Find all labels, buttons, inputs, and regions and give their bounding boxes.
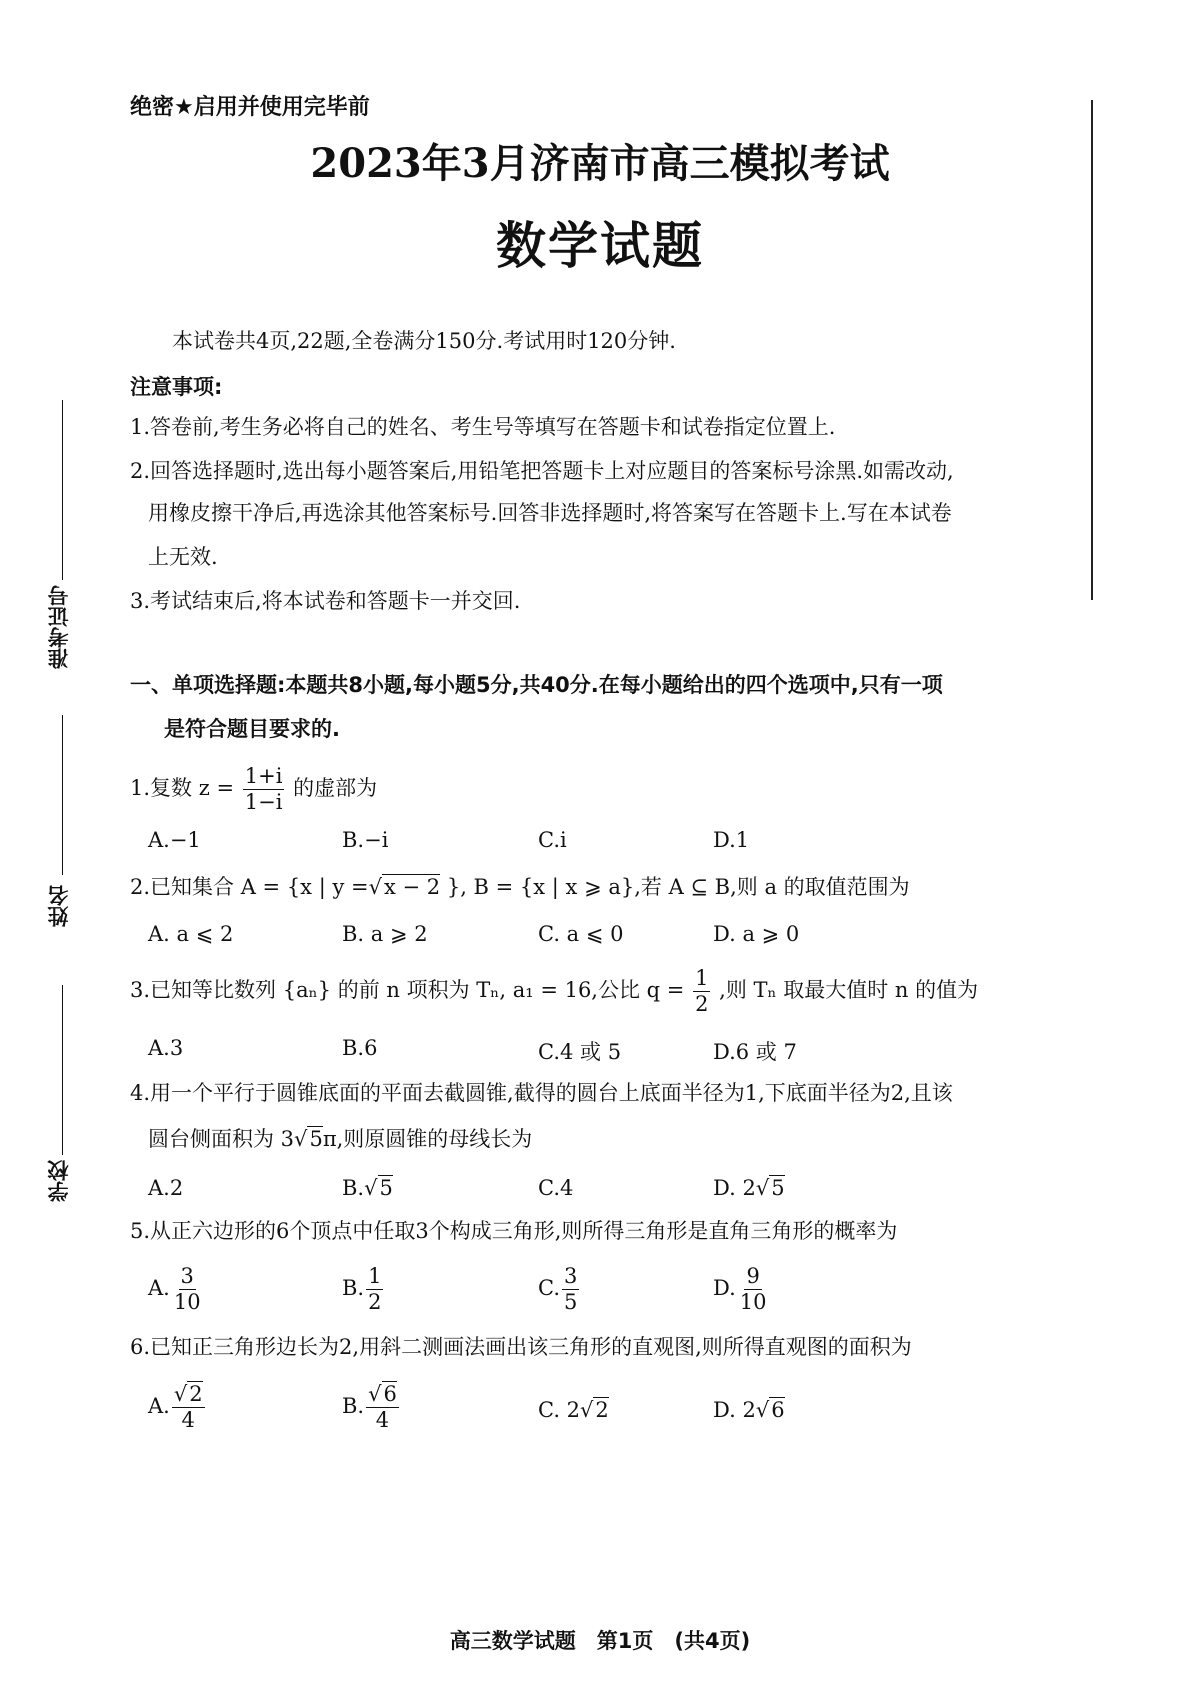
q6-option-a-den: 4 — [181, 1408, 195, 1432]
q5-option-c-label: C. — [538, 1276, 560, 1300]
q4-option-b: B.√5 — [342, 1176, 393, 1200]
q6-option-a-num: √2 — [173, 1382, 203, 1406]
q1-suffix: 的虚部为 — [293, 776, 378, 800]
q5-option-c-fraction — [562, 1266, 579, 1313]
q5-option-d-num: 9 — [746, 1264, 760, 1288]
q1-option-a: A.−1 — [148, 828, 201, 852]
q6-option-d-label: D. 2 — [713, 1398, 756, 1422]
school-label: 学校 — [47, 1160, 71, 1202]
q1-fraction — [243, 766, 285, 813]
question-5: 5.从正六边形的6个顶点中任取3个构成三角形,则所得三角形是直角三角形的概率为 — [130, 1219, 898, 1243]
q5-option-d — [713, 1266, 771, 1313]
q6-option-b-den: 4 — [375, 1408, 390, 1432]
question-4-cont: 圆台侧面积为 3√5π,则原圆锥的母线长为 — [148, 1127, 533, 1151]
q6-option-b — [342, 1384, 401, 1431]
notice-item: 3.考试结束后,将本试卷和答题卡一并交回. — [130, 589, 521, 613]
q5-option-a-label: A. — [148, 1276, 170, 1300]
confidential-mark: 绝密★启用并使用完毕前 — [130, 95, 370, 120]
q3-option-d: D.6 或 7 — [713, 1040, 797, 1064]
q4-line2-radical: 5 — [309, 1127, 323, 1151]
name-line — [62, 715, 63, 875]
q4-option-d-radical: 5 — [771, 1176, 785, 1200]
q3-option-a: A.3 — [148, 1036, 184, 1060]
name-label: 姓名 — [47, 885, 71, 927]
q6-option-b-radical: 6 — [383, 1382, 397, 1406]
q4-option-c — [538, 1176, 573, 1200]
q1-prefix: 1.复数 z = — [130, 776, 235, 800]
q2-prefix: 2.已知集合 A = {x | y = — [130, 875, 369, 899]
q5-option-c-den: 5 — [564, 1290, 578, 1314]
q5-option-b-den: 2 — [368, 1290, 382, 1314]
notice-item: 1.答卷前,考生务必将自己的姓名、考生号等填写在答题卡和试卷指定位置上. — [130, 415, 836, 439]
q5-option-a-den: 10 — [173, 1290, 201, 1314]
q1-option-c: C.i — [538, 828, 567, 852]
question-1 — [130, 766, 377, 813]
q6-option-a-fraction — [172, 1384, 205, 1431]
q3-fraction — [693, 968, 710, 1015]
q6-option-a — [148, 1384, 207, 1431]
q5-option-a-num: 3 — [180, 1264, 194, 1288]
q4-line2-prefix: 圆台侧面积为 3 — [148, 1127, 295, 1151]
q6-option-a-label: A. — [148, 1394, 170, 1418]
q5-option-c-num: 3 — [564, 1264, 578, 1288]
section-heading: 一、单项选择题:本题共8小题,每小题5分,共40分.在每小题给出的四个选项中,只有一项 — [130, 673, 943, 697]
q6-option-c-label: C. 2 — [538, 1398, 581, 1422]
q2-radical: x − 2 — [383, 875, 441, 899]
q2-option-d: D. a ⩾ 0 — [713, 922, 800, 946]
question-2: 2.已知集合 A = {x | y =√x − 2 }, B = {x | x ⩾ a},若 A ⊆ B,则 a 的取值范围为 — [130, 875, 910, 899]
q2-option-a: A. a ⩽ 2 — [148, 922, 234, 946]
section-heading-cont: 是符合题目要求的. — [164, 717, 340, 741]
exam-id-line — [62, 400, 63, 580]
page-edge-line — [1091, 100, 1093, 600]
exam-title: 2023年3月济南市高三模拟考试 — [310, 140, 890, 187]
q6-option-c: C. 2√2 — [538, 1398, 609, 1422]
question-4: 4.用一个平行于圆锥底面的平面去截圆锥,截得的圆台上底面半径为1,下底面半径为2,且该 — [130, 1081, 953, 1105]
q5-option-d-den: 10 — [739, 1290, 767, 1314]
q3-denominator: 2 — [695, 992, 709, 1016]
q4-option-a-label: A.2 — [148, 1176, 184, 1200]
q6-option-c-radical: 2 — [595, 1398, 609, 1422]
q1-option-b: B.−i — [342, 828, 389, 852]
intro-text: 本试卷共4页,22题,全卷满分150分.考试用时120分钟. — [172, 329, 676, 353]
page-footer: 高三数学试题 第1页 (共4页) — [449, 1629, 751, 1653]
q4-option-d-label: D. 2 — [713, 1176, 756, 1200]
q3-option-b: B.6 — [342, 1036, 378, 1060]
q4-line2-suffix: π,则原圆锥的母线长为 — [322, 1127, 533, 1151]
q6-option-b-label: B. — [342, 1394, 365, 1418]
q3-numerator: 1 — [695, 966, 709, 990]
q3-prefix: 3.已知等比数列 {aₙ} 的前 n 项积为 Tₙ, a₁ = 16,公比 q = — [130, 978, 685, 1002]
notice-heading: 注意事项: — [130, 375, 223, 399]
q3-suffix: ,则 Tₙ 取最大值时 n 的值为 — [719, 978, 979, 1002]
q6-option-d: D. 2√6 — [713, 1398, 785, 1422]
q6-option-b-fraction — [366, 1384, 399, 1431]
q5-option-d-label: D. — [713, 1276, 736, 1300]
q2-suffix: }, B = {x | x ⩾ a},若 A ⊆ B,则 a 的取值范围为 — [446, 875, 910, 899]
q5-option-a — [148, 1266, 205, 1313]
q5-option-d-fraction — [738, 1266, 769, 1313]
school-line — [62, 985, 63, 1155]
q6-option-d-radical: 6 — [771, 1398, 785, 1422]
q5-option-b-label: B. — [342, 1276, 365, 1300]
q4-option-b-radical: 5 — [379, 1176, 393, 1200]
q4-option-d: D. 2√5 — [713, 1176, 785, 1200]
q5-option-b-num: 1 — [368, 1264, 382, 1288]
q4-option-c-label: C.4 — [538, 1176, 574, 1200]
exam-id-label: 准考证号 — [47, 585, 71, 669]
notice-item: 2.回答选择题时,选出每小题答案后,用铅笔把答题卡上对应题目的答案标号涂黑.如需改动, — [130, 459, 954, 483]
q4-option-a — [148, 1176, 183, 1200]
q2-option-b: B. a ⩾ 2 — [342, 922, 428, 946]
question-3 — [130, 968, 978, 1015]
subject-title: 数学试题 — [496, 216, 704, 275]
q5-option-c — [538, 1266, 581, 1313]
q2-option-c: C. a ⩽ 0 — [538, 922, 624, 946]
q5-option-b — [342, 1266, 385, 1313]
q4-option-b-label: B. — [342, 1176, 365, 1200]
q6-option-b-num: √6 — [368, 1382, 397, 1406]
notice-item: 上无效. — [148, 545, 218, 569]
q6-option-a-radical: 2 — [189, 1382, 203, 1406]
q1-denominator: 1−i — [244, 790, 283, 814]
notice-item: 用橡皮擦干净后,再选涂其他答案标号.回答非选择题时,将答案写在答题卡上.写在本试卷 — [148, 501, 952, 525]
q1-numerator: 1+i — [244, 764, 283, 788]
q5-option-b-fraction — [366, 1266, 383, 1313]
question-6: 6.已知正三角形边长为2,用斜二测画法画出该三角形的直观图,则所得直观图的面积为 — [130, 1335, 912, 1359]
q3-option-c: C.4 或 5 — [538, 1040, 622, 1064]
q5-option-a-fraction — [172, 1266, 203, 1313]
q1-option-d: D.1 — [713, 828, 750, 852]
